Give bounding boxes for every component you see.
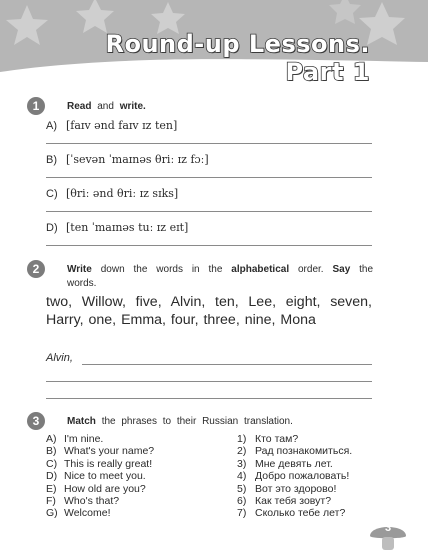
list-item[interactable]: 2) Рад познакомиться. [237, 445, 353, 458]
instruction-text: down the words in the [100, 264, 223, 275]
exercise-3-number: 3 [27, 412, 45, 430]
list-item[interactable]: F) Who's that? [46, 495, 120, 508]
item-letter: B) [46, 154, 57, 166]
answer-start: Alvin, [46, 352, 73, 364]
exercise-1-instruction [67, 100, 146, 114]
transcription-text: [faɪv ənd faɪv ɪz ten] [66, 119, 178, 132]
item-letter: C) [46, 188, 58, 200]
item-letter: A) [46, 120, 57, 132]
transcription-item-c [46, 187, 178, 201]
transcription-text: [ten ˈmaɪnəs tuː ɪz eɪt] [66, 221, 189, 234]
page-title [105, 30, 370, 86]
instruction-verb: Write [67, 264, 92, 275]
exercise-2-instruction [67, 263, 373, 291]
instruction-keyword: alphabetical [231, 264, 290, 275]
instruction-verb: Say [332, 264, 351, 275]
instruction-text: and [97, 101, 114, 112]
list-item[interactable]: E) How old are you? [46, 482, 146, 495]
title-line-2: Part 1 [285, 58, 370, 86]
english-phrases [46, 433, 154, 520]
list-item[interactable]: G) Welcome! [46, 507, 111, 520]
transcription-item-d [46, 221, 188, 235]
instruction-text: the words. [67, 264, 374, 289]
transcription-item-b [46, 153, 209, 167]
list-item[interactable]: 3) Мне девять лет. [237, 457, 333, 470]
word-list: two, Willow, five, Alvin, ten, Lee, eight, seven, Harry, one, Emma, four, three, nine, Mona [46, 294, 372, 328]
russian-phrases [237, 433, 352, 520]
answer-line[interactable] [82, 364, 372, 365]
answer-line[interactable] [46, 245, 372, 246]
instruction-verb: write. [119, 101, 146, 112]
answer-line[interactable] [46, 381, 372, 382]
list-item[interactable]: 4) Добро пожаловать! [237, 470, 350, 483]
transcription-text: [ˈsevən ˈmaɪnəs θriː ɪz fɔː] [66, 153, 209, 166]
transcription-item-a [46, 119, 177, 133]
exercise-2-number: 2 [27, 260, 45, 278]
list-item[interactable]: C) This is really great! [46, 457, 153, 470]
instruction-text: order. [298, 264, 324, 275]
list-item[interactable]: 1) Кто там? [237, 433, 299, 445]
list-item[interactable]: 5) Вот это здорово! [237, 482, 337, 495]
instruction-verb: Match [67, 416, 96, 427]
instruction-verb: Read [67, 101, 92, 112]
transcription-text: [θriː ənd θriː ɪz sɪks] [66, 187, 179, 200]
title-line-1: Round-up Lessons. [105, 30, 370, 58]
item-letter: D) [46, 222, 58, 234]
list-item[interactable]: A) I'm nine. [46, 433, 104, 445]
instruction-text: the phrases to their Russian translation. [101, 416, 293, 427]
page-number: 3 [384, 522, 392, 534]
exercise-3-instruction [67, 415, 293, 429]
exercise-1-number: 1 [27, 97, 45, 115]
answer-line[interactable] [46, 398, 372, 399]
answer-line[interactable] [46, 177, 372, 178]
list-item[interactable]: 7) Сколько тебе лет? [237, 507, 346, 520]
list-item[interactable]: 6) Как тебя зовут? [237, 495, 332, 508]
list-item[interactable]: D) Nice to meet you. [46, 470, 146, 483]
answer-line[interactable] [46, 211, 372, 212]
answer-line[interactable] [46, 143, 372, 144]
list-item[interactable]: B) What's your name? [46, 445, 155, 458]
